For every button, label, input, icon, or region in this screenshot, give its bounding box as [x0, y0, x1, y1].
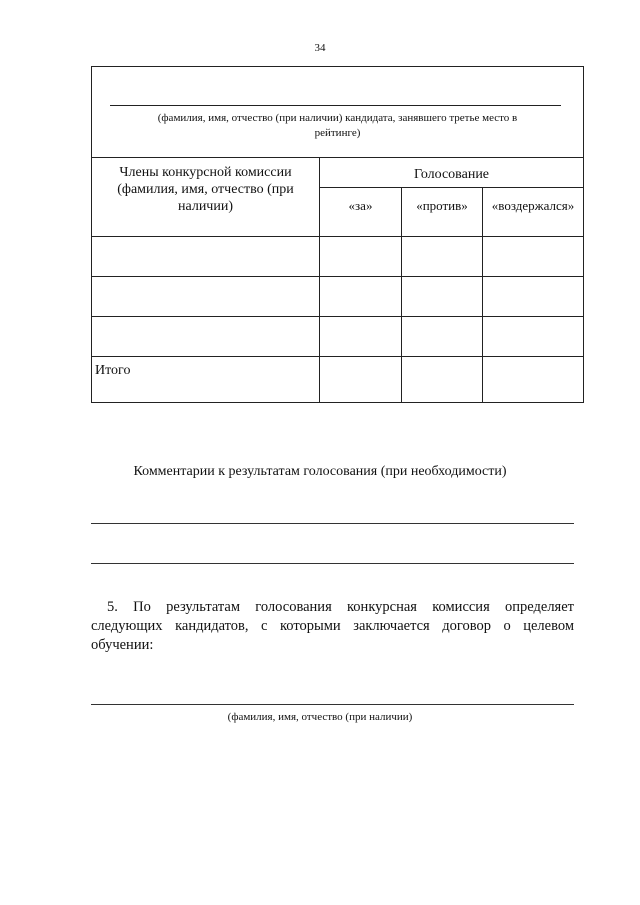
selected-candidates-line — [91, 704, 574, 705]
page-number: 34 — [314, 42, 326, 54]
section-5-paragraph: 5. По результатам голосования конкурсная комиссия определяет следующих кандидатов, с которыми заключается договор о целевом обучении: — [91, 599, 574, 653]
total-against-cell — [402, 357, 483, 403]
abstain-cell — [483, 277, 584, 317]
candidate-caption: (фамилия, имя, отчество (при наличии) кандидата, занявшего третье место в рейтинге) — [157, 112, 518, 139]
total-for-cell — [320, 357, 402, 403]
abstain-cell — [483, 317, 584, 357]
members-header: Члены конкурсной комиссии (фамилия, имя, отчество (при наличии) — [92, 158, 320, 237]
candidate-name-line — [110, 105, 561, 106]
for-cell — [320, 277, 402, 317]
table-row — [92, 237, 584, 277]
for-cell — [320, 317, 402, 357]
total-abstain-cell — [483, 357, 584, 403]
comments-title: Комментарии к результатам голосования (при необходимости) — [133, 464, 507, 479]
total-label: Итого — [92, 357, 320, 403]
table-row — [92, 317, 584, 357]
against-cell — [402, 277, 483, 317]
option-against: «против» — [402, 188, 483, 237]
against-cell — [402, 237, 483, 277]
member-cell — [92, 317, 320, 357]
option-for: «за» — [320, 188, 402, 237]
against-cell — [402, 317, 483, 357]
option-abstain: «воздержался» — [483, 188, 584, 237]
total-row — [92, 357, 584, 403]
abstain-cell — [483, 237, 584, 277]
table-row — [92, 277, 584, 317]
for-cell — [320, 237, 402, 277]
voting-header: Голосование — [320, 158, 584, 188]
comments-line-1 — [91, 523, 574, 524]
member-cell — [92, 237, 320, 277]
comments-line-2 — [91, 563, 574, 564]
candidate-cell — [92, 67, 584, 158]
member-cell — [92, 277, 320, 317]
name-caption: (фамилия, имя, отчество (при наличии) — [227, 711, 413, 723]
voting-table — [91, 66, 584, 403]
